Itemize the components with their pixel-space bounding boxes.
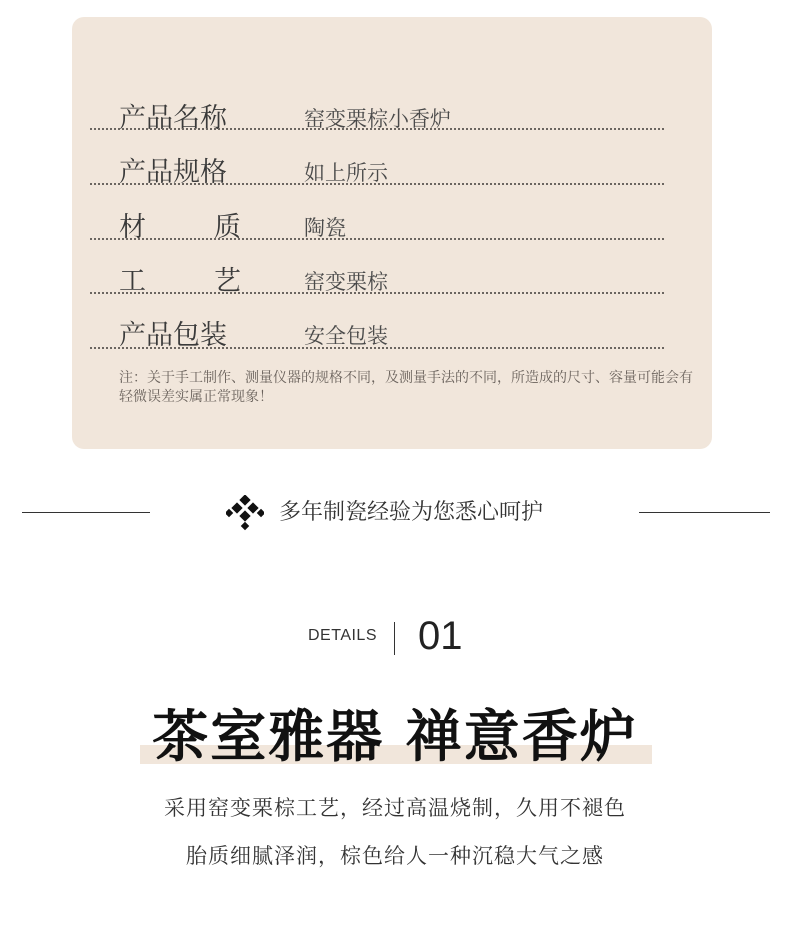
description-line: 胎质细腻泽润，棕色给人一种沉稳大气之感 — [186, 844, 604, 868]
dotted-divider — [90, 292, 664, 294]
details-number: 01 — [418, 614, 463, 658]
diamond-cluster-icon — [226, 495, 264, 531]
spec-label-char: 质 — [214, 212, 241, 243]
spec-note: 注：关于手工制作、测量仪器的规格不同，及测量手法的不同，所造成的尺寸、容量可能会有轻微误差实属正常现象！ — [119, 370, 693, 405]
spec-label-char: 艺 — [214, 266, 241, 297]
spec-value: 如上所示 — [304, 161, 388, 185]
description-line: 采用窑变栗棕工艺，经过高温烧制，久用不褪色 — [164, 796, 626, 820]
spec-row-name — [72, 92, 712, 146]
spec-label-char: 工 — [119, 266, 146, 297]
spec-value: 安全包装 — [304, 324, 388, 348]
dotted-divider — [90, 128, 664, 130]
spec-row-craft — [72, 255, 712, 309]
spec-label: 产品包装 — [119, 320, 227, 351]
details-separator — [394, 622, 395, 655]
slogan: 多年制瓷经验为您悉心呵护 — [279, 500, 544, 525]
dotted-divider — [90, 238, 664, 240]
dotted-divider — [90, 183, 664, 185]
right-divider — [639, 512, 770, 513]
spec-card — [72, 17, 712, 449]
spec-value: 窑变栗棕 — [304, 270, 388, 294]
spec-label — [119, 201, 241, 255]
spec-label: 产品名称 — [119, 103, 227, 134]
spec-label — [119, 255, 241, 309]
spec-label-char: 材 — [119, 212, 146, 243]
spec-value: 窑变栗棕小香炉 — [304, 107, 451, 131]
spec-label: 产品规格 — [119, 157, 227, 188]
headline: 茶室雅器 禅意香炉 — [152, 705, 638, 770]
spec-row-material — [72, 201, 712, 255]
left-divider — [22, 512, 150, 513]
spec-value: 陶瓷 — [304, 216, 346, 240]
spec-row-package — [72, 309, 712, 363]
spec-row-size — [72, 146, 712, 200]
details-label: DETAILS — [308, 627, 377, 644]
dotted-divider — [90, 347, 664, 349]
